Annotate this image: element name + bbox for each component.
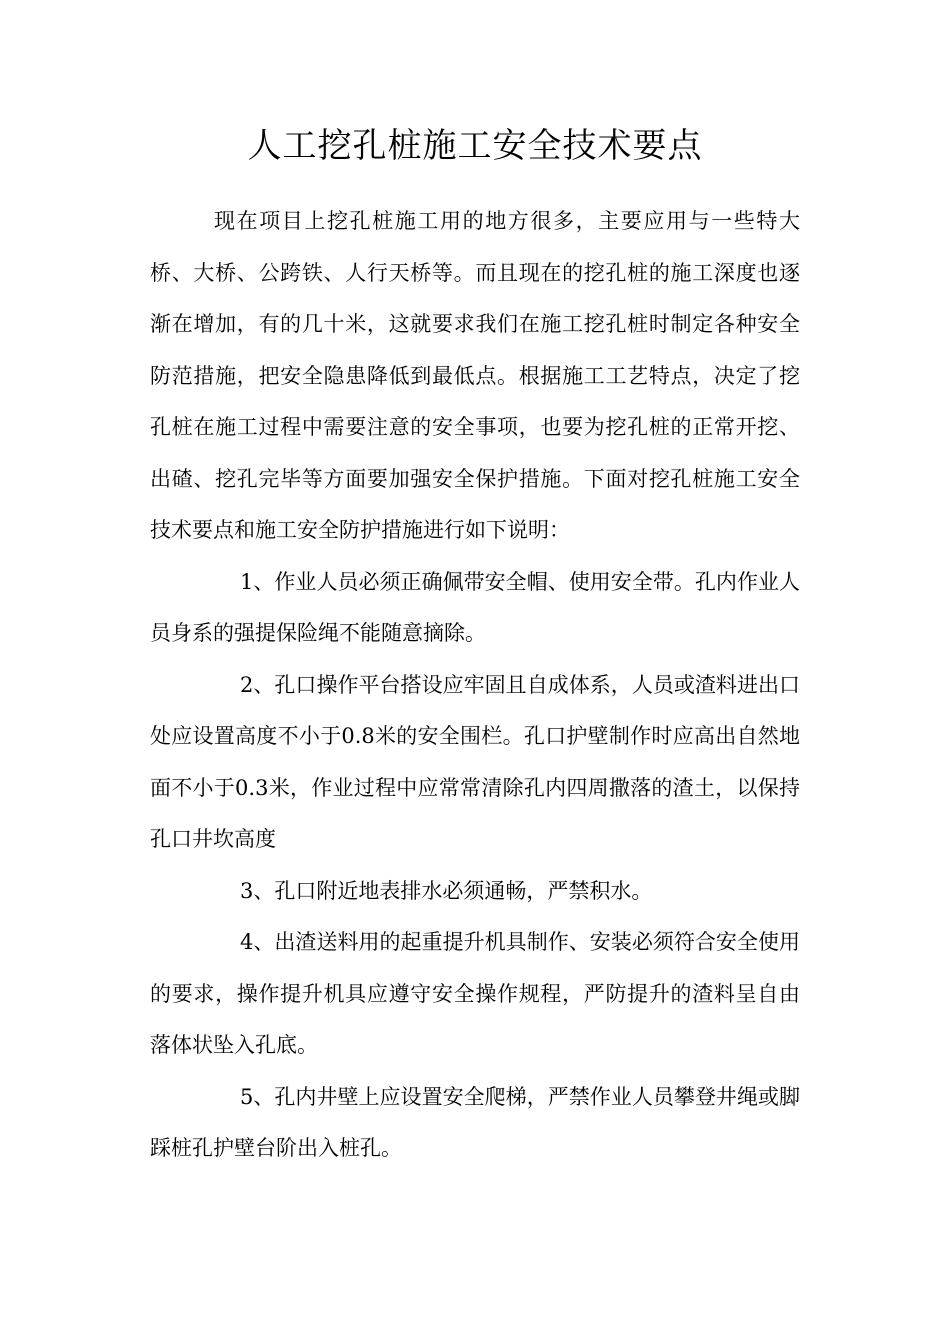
list-item: 5、孔内井壁上应设置安全爬梯，严禁作业人员攀登井绳或脚踩桩孔护壁台阶出入桩孔。 (150, 1084, 800, 1160)
list-item: 3、孔口附近地表排水必须通畅，严禁积水。 (240, 878, 653, 903)
document-title: 人工挖孔桩施工安全技术要点 (247, 126, 703, 166)
list-item: 1、作业人员必须正确佩带安全帽、使用安全带。孔内作业人员身系的强提保险绳不能随意摘除。 (150, 569, 800, 645)
intro-paragraph: 现在项目上挖孔桩施工用的地方很多，主要应用与一些特大桥、大桥、公跨铁、人行天桥等。而且现在的挖孔桩的施工深度也逐渐在增加，有的几十米，这就要求我们在施工挖孔桩时制定各种安全防范措施，把安全隐患降低到最低点。根据施工工艺特点，决定了挖孔桩在施工过程中需要注意的安全事项，也要为挖孔桩的正常开挖、出碴、挖孔完毕等方面要加强安全保护措施。下面对挖孔桩施工安全技术要点和施工安全防护措施进行如下说明： (150, 209, 800, 542)
document-body (150, 196, 800, 1175)
list-item: 2、孔口操作平台搭设应牢固且自成体系，人员或渣料进出口处应设置高度不小于0.8米的安全围栏。孔口护壁制作时应高出自然地面不小于0.3米，作业过程中应常常清除孔内四周撒落的渣土，以保持孔口井坎高度 (150, 672, 800, 851)
list-item: 4、出渣送料用的起重提升机具制作、安装必须符合安全使用的要求，操作提升机具应遵守安全操作规程，严防提升的渣料呈自由落体状坠入孔底。 (150, 930, 800, 1057)
